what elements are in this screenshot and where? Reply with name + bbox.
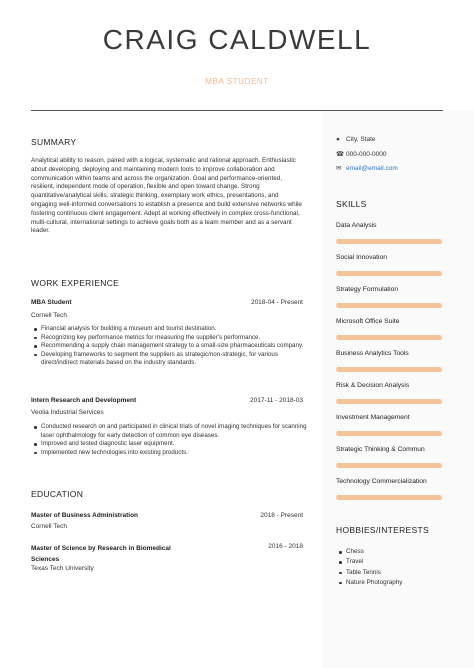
skill-bar [336,239,442,244]
hobbies-heading: HOBBIES/INTERESTS [336,525,429,535]
list-item: Recommending a supply chain management strategy to a small-size pharmaceuticals company. [41,342,313,351]
contact-email[interactable] [336,164,398,172]
email-link[interactable]: email@email.com [346,165,398,172]
list-item: Conducted research on and participated in clinical trials of novel imaging techniques for scanning laser ophthalmology for early detection of common eye diseases. [41,423,313,440]
school-name: Cornell Tech [31,523,68,530]
degree-title: Master of Science by Research in Biomedical Sciences [31,545,171,563]
skill-label: Technology Commercialization [336,478,427,485]
skill-bar [336,367,442,372]
skill-bar [336,399,442,404]
summary-text: Analytical ability to reason, paired with a logical, systematic and rational approach. Enthusiastic about developing, deploying and maintaining modern tools to improve collaboration and communication within teams and across the organization. Goal and performance-oriented, resilient, independent mode of operation, flexible and open toward change. Strong quantitative/analytical skills, strategic thinking, exemplary work ethics, presentations, and engaging well-informed conversations to establish a presence and build extensive networks while fostering continuous client engagement. Adept at working effectively in complex cross-functional, multi-cultural, international settings to achieve goals both as a team member and as a servant leader. [31,157,302,235]
skills-heading: SKILLS [336,199,367,209]
skill-label: Microsoft Office Suite [336,318,400,325]
education-heading: EDUCATION [31,489,84,499]
skill-bar [336,271,442,276]
school-name: Texas Tech University [31,565,94,572]
list-item: Implemented new technologies into existing products. [41,449,313,458]
skill-label: Risk & Decision Analysis [336,382,410,389]
contact-phone: ☎ 000-000-0000 [336,151,387,158]
skill-label: Strategy Formulation [336,286,399,293]
hobbies-list [338,547,402,588]
phone-icon: ☎ [336,151,345,158]
skill-bar [336,303,442,308]
list-item: Table Tennis [346,568,402,578]
list-item: Travel [346,557,402,567]
summary-heading: SUMMARY [31,137,77,147]
list-item: Financial analysis for building a museum and tourist destination. [41,325,313,334]
list-item: Chess [346,547,402,557]
contact-location: ● City, State [336,136,376,143]
job-organization: Cornell Tech [31,312,68,319]
skill-label: Strategic Thinking & Commun [336,446,425,453]
list-item: Improved and tested diagnostic laser equipment. [41,440,313,449]
degree-dates: 2018 - Present [260,512,303,519]
skill-bar [336,335,442,340]
header-divider [31,110,443,111]
list-item: Developing frameworks to segment the suppliers as strategic/non-strategic, for various direct/indirect materials based on the industry standards. [41,351,313,368]
job-dates: 2017-11 - 2018-03 [249,397,303,404]
job-title: Intern Research and Development [31,397,137,404]
candidate-subtitle: MBA STUDENT [205,77,269,86]
work-experience-heading: WORK EXPERIENCE [31,278,120,288]
job-organization: Veolia Industrial Services [31,409,104,416]
list-item: Recognizing key performance metrics for measuring the supplier's performance. [41,334,313,343]
map-pin-icon: ● [336,136,340,143]
job-bullets [31,423,313,457]
job-bullets [31,325,313,368]
job-dates: 2018-04 - Present [250,299,303,306]
skill-bar [336,431,442,436]
skill-bar [336,495,442,500]
list-item: Nature Photography [346,578,402,588]
skill-label: Social Innovation [336,254,387,261]
job-title: MBA Student [31,299,72,306]
candidate-name: CRAIG CALDWELL [102,24,372,55]
skill-label: Data Analysis [336,222,377,229]
skill-label: Business Analytics Tools [336,350,409,357]
skill-bar [336,463,442,468]
skill-label: Investment Management [336,414,410,421]
degree-dates: 2016 - 2018 [268,543,303,550]
envelope-icon: ✉ [336,165,342,172]
degree-title: Master of Business Administration [31,512,139,519]
